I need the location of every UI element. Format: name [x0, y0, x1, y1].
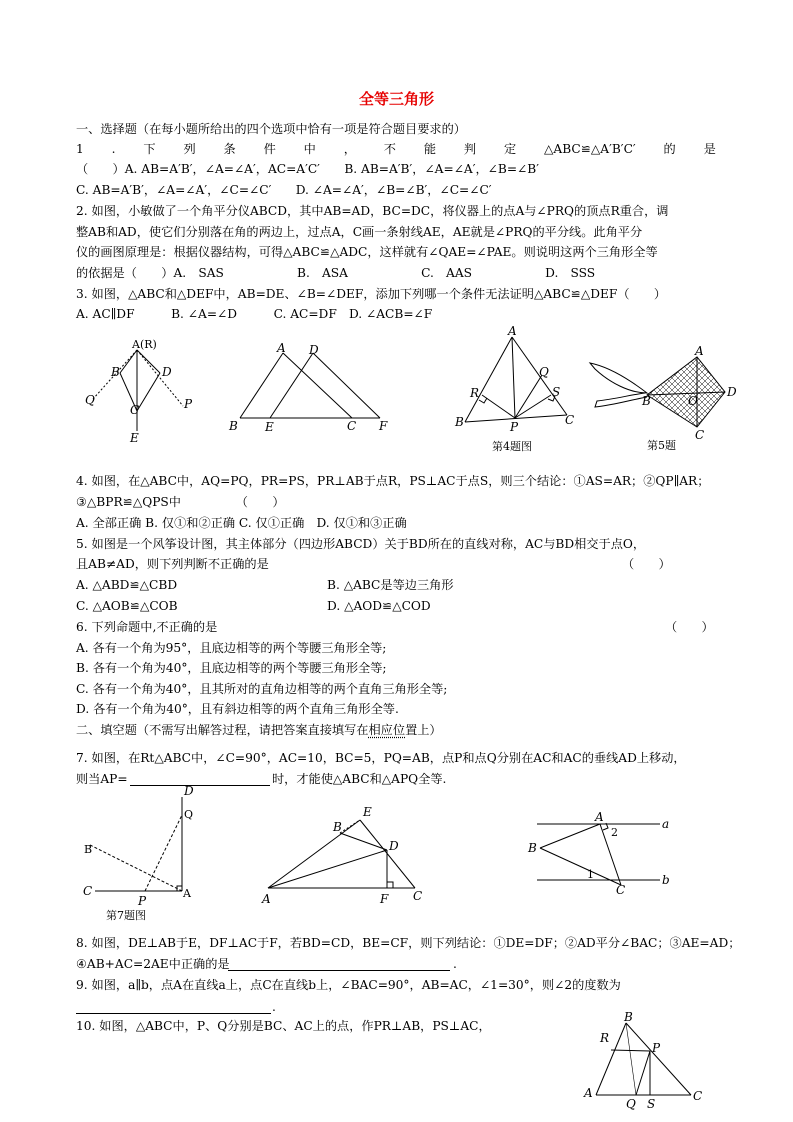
label-S: S — [552, 385, 561, 399]
label-S: S — [647, 1097, 656, 1111]
label-A: A — [584, 1086, 593, 1100]
label-a: a — [662, 817, 670, 831]
figure-q7 — [80, 785, 200, 925]
figure-5-caption: 第5题 — [647, 439, 676, 452]
label-C: C — [695, 428, 705, 442]
label-P: P — [652, 1041, 661, 1055]
label-C: C — [413, 889, 423, 903]
q1-char: 件 — [263, 142, 276, 156]
question-6-option-a: A. 各有一个角为95°，且底边相等的两个等腰三角形全等; — [76, 641, 387, 655]
section2-post: 置上） — [405, 723, 442, 737]
label-P: P — [184, 397, 193, 411]
q1-char: ， — [343, 142, 356, 156]
label-angle-2: 2 — [611, 826, 618, 839]
section-fill-heading — [76, 723, 442, 738]
question-6-paren: （ ） — [665, 620, 714, 634]
figure-q2-bisector-instrument — [80, 336, 200, 446]
question-7-suffix: 时，才能使△ABC和△APQ全等. — [272, 772, 447, 786]
question-6-option-b: B. 各有一个角为40°，且底边相等的两个等腰三角形全等; — [76, 661, 387, 675]
label-A: A — [262, 892, 271, 906]
q1-char: 下 — [143, 142, 156, 156]
label-E: E — [130, 431, 139, 445]
question-8-prefix: ④AB+AC=2AE中正确的是 — [76, 957, 230, 971]
label-Q: Q — [539, 365, 549, 379]
question-1-line-3: C. AB=A′B′，∠A=∠A′，∠C=∠C′ D. ∠A=∠A′，∠B=∠B′，∠C=∠C′ — [76, 183, 492, 197]
question-2-line-2: 整AB和AD，使它们分别落在角的两边上，过点A，C画一条射线AE，AE就是∠PRQ的平分线。此角平分 — [76, 225, 643, 239]
question-6-option-c: C. 各有一个角为40°，且其所对的直角边相等的两个直角三角形全等; — [76, 682, 448, 696]
label-B: B — [84, 843, 93, 856]
question-2-line-1: 2. 如图，小敏做了一个角平分仪ABCD，其中AB=AD，BC=DC，将仪器上的点A与∠PRQ的顶点R重合，调 — [76, 204, 669, 218]
label-Q: Q — [85, 393, 95, 407]
label-P: P — [138, 894, 147, 908]
question-2-line-4: 的依据是（ ）A. SAS B. ASA C. AAS D. SSS — [76, 266, 596, 280]
question-8-answer-blank[interactable] — [228, 969, 450, 971]
label-Q: Q — [626, 1097, 636, 1111]
question-5-option-c: C. △AOB≌△COB — [76, 599, 178, 613]
question-7-line-1: 7. 如图，在Rt△ABC中，∠C=90°，AC=10，BC=5，PQ=AB，点P和点Q分别在AC和AC的垂线AD上移动， — [76, 751, 686, 765]
q1-char: 条 — [223, 142, 236, 156]
label-D: D — [184, 784, 194, 798]
label-R: R — [470, 386, 480, 400]
figure-q4-triangle — [452, 325, 582, 460]
question-4-line-1: 4. 如图，在△ABC中，AQ=PQ，PR=PS，PR⊥AB于点R，PS⊥AC于点S，则三个结论：①AS=AR；②QP∥AR； — [76, 474, 710, 488]
question-4-line-2: ③△BPR≌△QPS中 （ ） — [76, 495, 285, 509]
question-5-paren: （ ） — [622, 557, 671, 571]
label-A: A — [183, 887, 191, 900]
figure-q5-kite — [585, 345, 745, 460]
label-B: B — [642, 394, 651, 408]
question-6-line-1: 6. 下列命题中,不正确的是 — [76, 620, 218, 634]
label-B: B — [528, 841, 537, 855]
q1-char: 定 — [503, 142, 517, 156]
q1-char: 判 — [463, 142, 477, 156]
label-B: B — [229, 419, 238, 433]
label-b: b — [662, 873, 670, 887]
label-angle-1: 1 — [587, 868, 594, 881]
label-Q: Q — [184, 808, 194, 821]
figure-4-caption: 第4题图 — [492, 440, 532, 453]
label-B: B — [455, 415, 464, 429]
label-C: C — [693, 1089, 703, 1103]
label-A: A — [595, 810, 604, 824]
q1-triangles: △ABC≌△A′B′C′ — [544, 142, 636, 156]
label-F: F — [379, 419, 388, 433]
label-D: D — [727, 385, 737, 399]
figure-q9 — [525, 808, 685, 903]
question-3-line-2: A. AC∥DF B. ∠A=∠D C. AC=DF D. ∠ACB=∠F — [76, 307, 433, 321]
label-C: C — [83, 884, 93, 898]
label-O: O — [688, 394, 698, 408]
label-A: A — [695, 344, 704, 358]
question-8-suffix: . — [453, 957, 457, 971]
question-5-option-a: A. △ABD≌△CBD — [76, 578, 178, 592]
label-D: D — [389, 839, 399, 853]
figure-q8 — [260, 800, 435, 910]
q1-char: 列 — [183, 142, 196, 156]
section2-dotted: 相应位 — [368, 723, 406, 737]
label-A: A — [508, 324, 517, 338]
label-D: D — [162, 365, 172, 379]
q1-char: 的 — [663, 142, 676, 156]
label-C: C — [616, 883, 626, 897]
label-B: B — [111, 365, 120, 379]
question-1-line-2: （ ）A. AB=A′B′，∠A=∠A′，AC=A′C′ B. AB=A′B′，∠A=∠A′，∠B=∠B′ — [76, 162, 539, 176]
q1-char: 不 — [383, 142, 396, 156]
label-E: E — [363, 805, 372, 819]
q1-char: 中 — [303, 142, 316, 156]
question-5-option-d: D. △AOD≌△COD — [327, 599, 431, 613]
question-7-prefix: 则当AP= — [76, 772, 128, 786]
label-P: P — [510, 420, 519, 434]
question-2-line-3: 仪的画图原理是：根据仪器结构，可得△ABC≌△ADC，这样就有∠QAE=∠PAE。则说明这两个三角形全等 — [76, 245, 658, 259]
label-A-R: A(R) — [132, 338, 157, 351]
question-5-option-b: B. △ABC是等边三角形 — [327, 578, 454, 592]
q1-char: 是 — [703, 142, 716, 156]
label-E: E — [265, 420, 274, 434]
question-4-line-3: A. 全部正确 B. 仅①和②正确 C. 仅①正确 D. 仅①和③正确 — [76, 516, 407, 530]
label-R: R — [600, 1031, 610, 1045]
figure-q10 — [578, 1008, 708, 1118]
section-choice-heading: 一、选择题（在每小题所给出的四个选项中恰有一项是符合题目要求的） — [76, 122, 466, 136]
label-F: F — [380, 892, 389, 906]
q1-dot: . — [111, 142, 116, 156]
q1-num: 1 — [76, 142, 84, 156]
question-9-line-1: 9. 如图，a∥b，点A在直线a上，点C在直线b上，∠BAC=90°，AB=AC，∠1=30°，则∠2的度数为 — [76, 978, 621, 992]
question-3-line-1: 3. 如图，△ABC和△DEF中，AB=DE、∠B=∠DEF，添加下列哪一个条件无法证明△ABC≌△DEF（ ） — [76, 287, 667, 301]
question-9-answer-blank[interactable] — [76, 1012, 271, 1014]
label-A: A — [277, 341, 286, 355]
question-10-line-1: 10. 如图，△ABC中，P、Q分别是BC、AC上的点，作PR⊥AB，PS⊥AC， — [76, 1019, 491, 1033]
question-8-line-1: 8. 如图，DE⊥AB于E，DF⊥AC于F，若BD=CD，BE=CF，则下列结论：①DE=DF；②AD平分∠BAC；③AE=AD； — [76, 936, 741, 950]
question-1-line-1 — [76, 142, 716, 157]
question-9-suffix: . — [272, 1000, 276, 1014]
label-C: C — [565, 413, 575, 427]
question-5-line-2: 且AB≠AD，则下列判断不正确的是 — [76, 557, 269, 571]
q1-char: 能 — [423, 142, 437, 156]
figure-q3-triangles — [225, 340, 395, 435]
label-C: C — [130, 403, 140, 417]
label-C: C — [347, 419, 357, 433]
question-6-option-d: D. 各有一个角为40°，且有斜边相等的两个直角三角形全等. — [76, 702, 399, 716]
page-title: 全等三角形 — [358, 90, 434, 108]
question-5-line-1: 5. 如图是一个风筝设计图，其主体部分（四边形ABCD）关于BD所在的直线对称，AC与BD相交于点O， — [76, 537, 646, 551]
section2-pre: 二、填空题（不需写出解答过程，请把答案直接填写在 — [76, 723, 369, 737]
label-D: D — [309, 343, 319, 357]
figure-7-caption: 第7题图 — [106, 909, 146, 922]
label-B: B — [624, 1010, 633, 1024]
label-B: B — [333, 820, 342, 834]
